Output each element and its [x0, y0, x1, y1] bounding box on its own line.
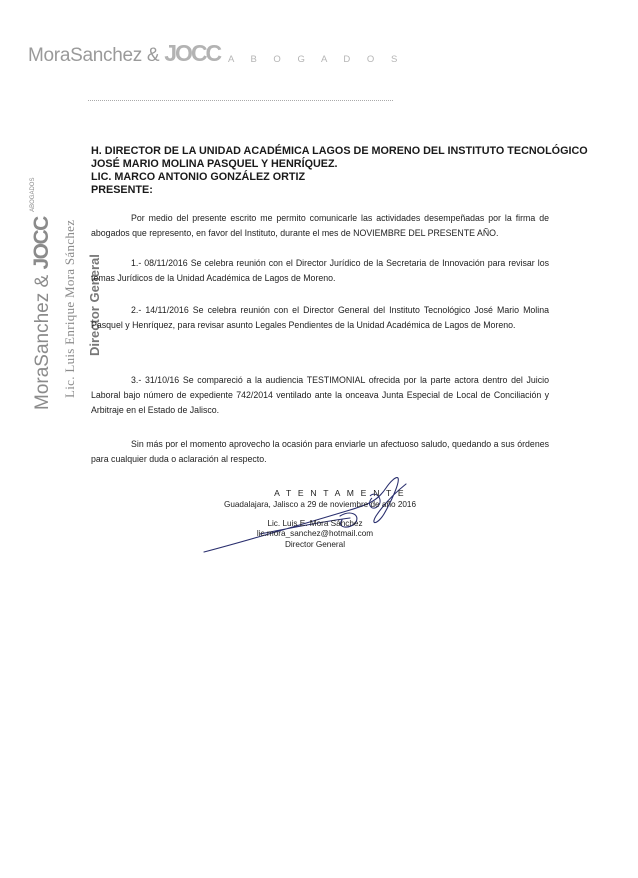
side-logo	[30, 178, 54, 410]
side-name: Lic. Luis Enrique Mora Sánchez	[62, 219, 77, 398]
intro-paragraph: Por medio del presente escrito me permito comunicarle las actividades desempeñadas por la firma de abogados que represento, en favor del Instituto, durante el mes de NOVIEMBRE DEL PRESENTE AÑO.	[91, 213, 549, 238]
signer-email: lic.mora_sanchez@hotmail.com	[256, 529, 374, 538]
recipient-line: PRESENTE:	[91, 184, 153, 196]
letterhead-brand-mark: JOCC	[164, 40, 221, 66]
letterhead-tagline: A B O G A D O S	[228, 54, 405, 65]
recipient-line: LIC. MARCO ANTONIO GONZÁLEZ ORTIZ	[91, 171, 306, 183]
closing-paragraph: Sin más por el momento aprovecho la ocasión para enviarle un afectuoso saludo, quedando a sus órdenes para cualquier duda o aclaración al respecto.	[91, 439, 549, 464]
side-role: Director General	[87, 254, 102, 356]
activity-item-3: 3.- 31/10/16 Se compareció a la audiencia TESTIMONIAL ofrecida por la parte actora dentro del Juicio Laboral bajo número de expediente 742/2014 ventilado ante la onceava Junta Especial de Local de Conciliación y Arbitraje en el Estado de Jalisco.	[91, 375, 549, 415]
sign-off-atentamente: A T E N T A M E N T E	[274, 488, 406, 498]
side-brand-mark: JOCC	[30, 217, 53, 270]
side-brand-small: ABOGADOS	[30, 177, 36, 212]
recipient-line: H. DIRECTOR DE LA UNIDAD ACADÉMICA LAGOS DE MORENO DEL INSTITUTO TECNOLÓGICO	[91, 145, 588, 157]
activity-item-1: 1.- 08/11/2016 Se celebra reunión con el Director Jurídico de la Secretaria de Innovación para revisar los temas Jurídicos de la Unidad Académica de Lagos de Moreno.	[91, 258, 549, 283]
activity-item-2: 2.- 14/11/2016 Se celebra reunión con el Director General del Instituto Tecnológico José Mario Molina Pasquel y Henríquez, para revisar asunto Legales Pendientes de la Unidad Académica de Lagos de Moreno.	[91, 305, 549, 330]
signer-role: Director General	[284, 540, 346, 549]
letterhead-logo	[28, 40, 220, 67]
recipient-block	[91, 145, 588, 197]
recipient-line: JOSÉ MARIO MOLINA PASQUEL Y HENRÍQUEZ.	[91, 158, 338, 170]
sign-off-place-date: Guadalajara, Jalisco a 29 de noviembre de año 2016	[223, 500, 417, 509]
letterhead-brand-name: MoraSanchez &	[28, 45, 160, 66]
header-divider	[88, 100, 393, 101]
side-brand-name: MoraSanchez &	[32, 274, 53, 410]
signer-name: Lic. Luis E. Mora Sánchez	[267, 519, 363, 528]
